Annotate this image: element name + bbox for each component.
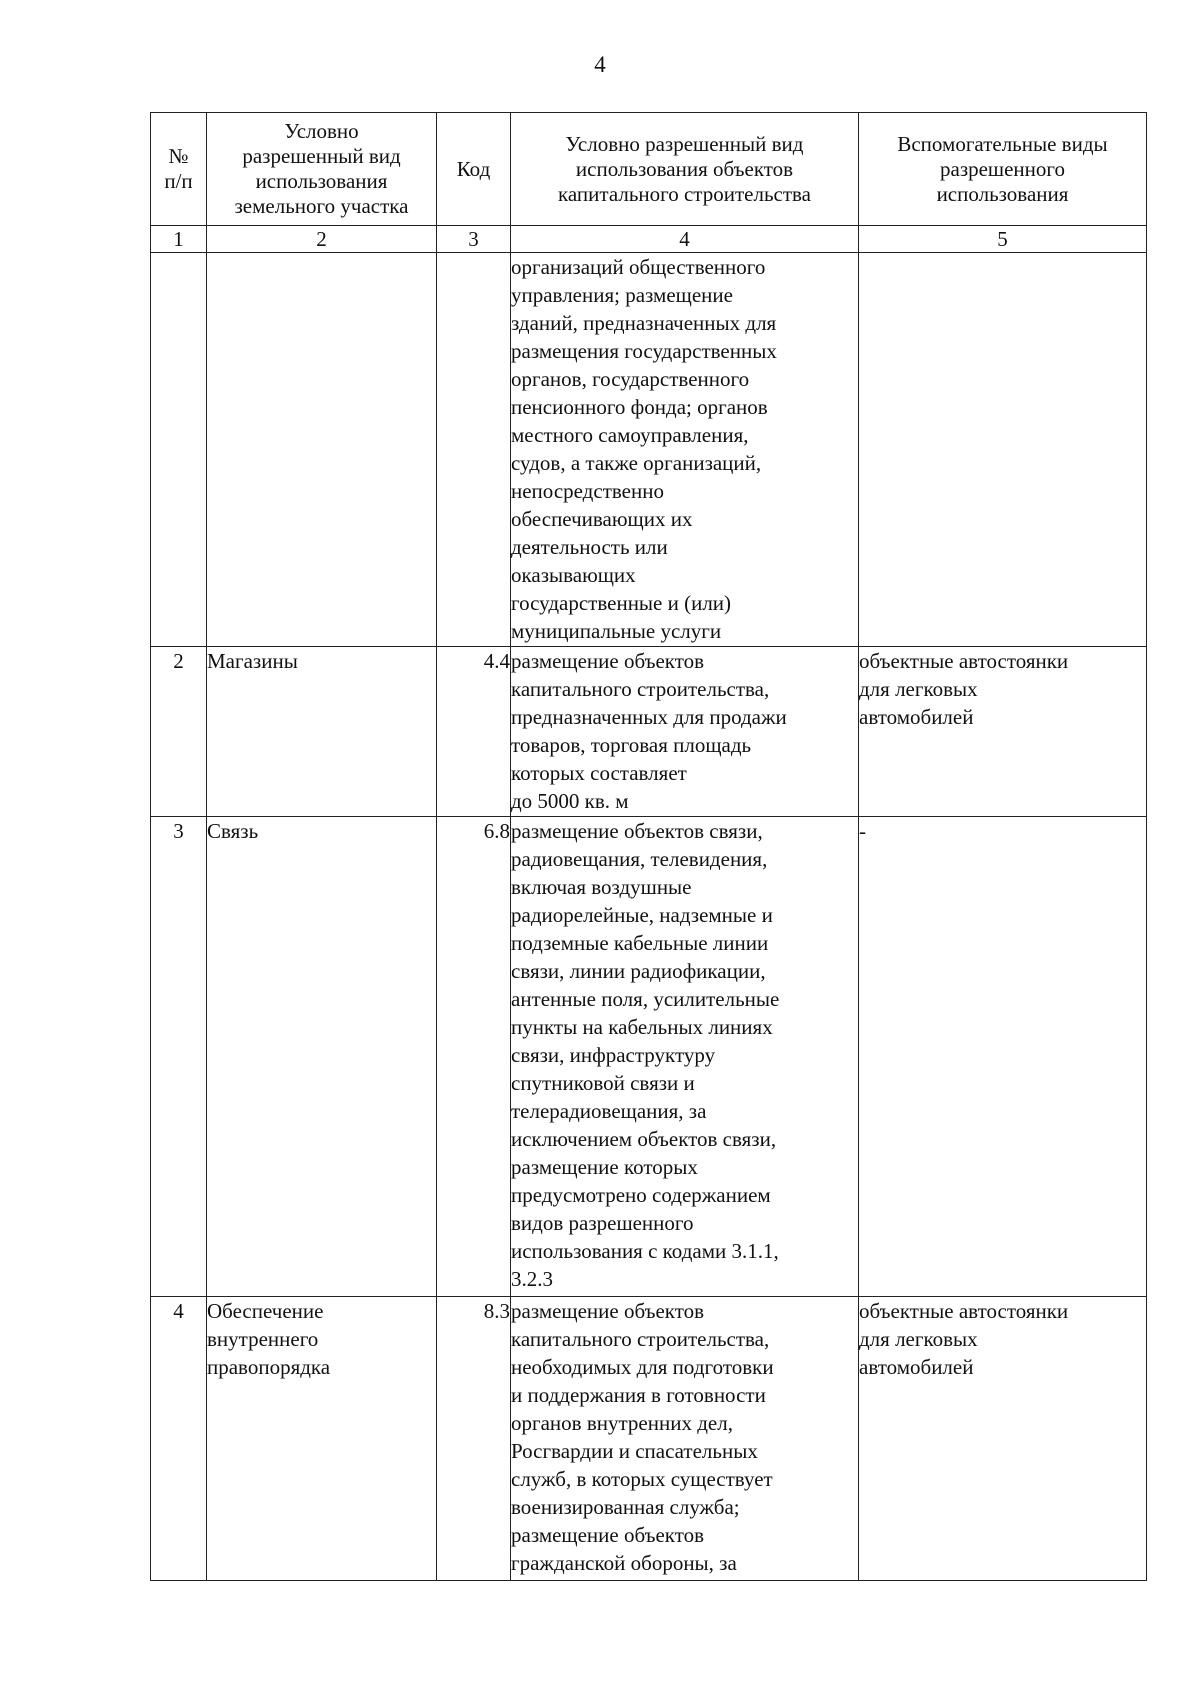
header-code: Код <box>437 113 511 226</box>
header-auxiliary: Вспомогательные виды разрешенного использования <box>859 113 1147 226</box>
permitted-use-table <box>150 112 1147 1581</box>
row-land-use <box>207 253 437 647</box>
column-index: 4 <box>511 226 859 253</box>
header-construction-use: Условно разрешенный вид использования объектов капитального строительства <box>511 113 859 226</box>
row-construction-use: размещение объектов капитального строительства, предназначенных для продажи товаров, торговая площадь которых составляет до 5000 кв. м <box>511 647 859 817</box>
column-index: 2 <box>207 226 437 253</box>
column-index: 3 <box>437 226 511 253</box>
row-code: 6.8 <box>437 817 511 1297</box>
row-land-use: Связь <box>207 817 437 1297</box>
row-auxiliary: - <box>859 817 1147 1297</box>
row-code <box>437 253 511 647</box>
row-auxiliary <box>859 253 1147 647</box>
row-num: 4 <box>151 1297 207 1581</box>
header-num: № п/п <box>151 113 207 226</box>
table-row <box>151 253 1147 647</box>
row-land-use: Обеспечение внутреннего правопорядка <box>207 1297 437 1581</box>
row-auxiliary: объектные автостоянки для легковых автомобилей <box>859 647 1147 817</box>
table-row <box>151 647 1147 817</box>
row-code: 8.3 <box>437 1297 511 1581</box>
column-index: 1 <box>151 226 207 253</box>
row-construction-use: размещение объектов капитального строительства, необходимых для подготовки и поддержания в готовности органов внутренних дел, Росгвардии и спасательных служб, в которых существует военизированная служба; размещение объектов гражданской обороны, за <box>511 1297 859 1581</box>
row-code: 4.4 <box>437 647 511 817</box>
table-row <box>151 1297 1147 1581</box>
row-num: 2 <box>151 647 207 817</box>
table-header <box>151 113 1147 253</box>
column-index: 5 <box>859 226 1147 253</box>
row-auxiliary: объектные автостоянки для легковых автомобилей <box>859 1297 1147 1581</box>
column-index-row <box>151 226 1147 253</box>
table-row <box>151 817 1147 1297</box>
row-construction-use: организаций общественного управления; размещение зданий, предназначенных для размещения государственных органов, государственного пенсионного фонда; органов местного самоуправления, судов, а также организаций, непосредственно обеспечивающих их деятельность или оказывающих государственные и (или) муниципальные услуги <box>511 253 859 647</box>
header-land-use: Условно разрешенный вид использования земельного участка <box>207 113 437 226</box>
row-num: 3 <box>151 817 207 1297</box>
row-num <box>151 253 207 647</box>
page-number: 4 <box>594 52 606 77</box>
row-land-use: Магазины <box>207 647 437 817</box>
row-construction-use: размещение объектов связи, радиовещания, телевидения, включая воздушные радиорелейные, надземные и подземные кабельные линии связи, линии радиофикации, антенные поля, усилительные пункты на кабельных линиях связи, инфраструктуру спутниковой связи и телерадиовещания, за исключением объектов связи, размещение которых предусмотрено содержанием видов разрешенного использования с кодами 3.1.1, 3.2.3 <box>511 817 859 1297</box>
